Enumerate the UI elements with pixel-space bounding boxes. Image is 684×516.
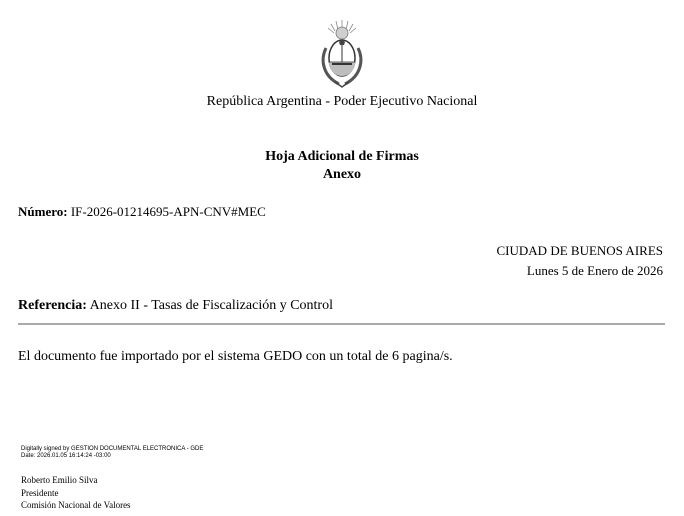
signer-name: Roberto Emilio Silva [21, 475, 98, 485]
document-subtitle: Anexo [322, 167, 362, 182]
digital-signature-date: Date: 2026.01.05 16:14:24 -03:00 [21, 453, 111, 459]
divider [18, 323, 665, 325]
referencia-value: Anexo II - Tasas de Fiscalización y Control [89, 298, 333, 313]
date: Lunes 5 de Enero de 2026 [526, 263, 663, 278]
signer-block [21, 474, 131, 512]
signer-organization: Comisión Nacional de Valores [21, 500, 131, 510]
title-block [0, 148, 684, 184]
place-date-block [497, 241, 663, 281]
digital-signature-line: Digitally signed by GESTION DOCUMENTAL ELECTRONICA - GDE [21, 446, 204, 452]
numero-label: Número: [18, 204, 68, 219]
signer-role: Presidente [21, 487, 59, 498]
body-text: El documento fue importado por el sistema GEDO con un total de 6 pagina/s. [18, 349, 453, 364]
referencia-field [18, 298, 333, 314]
place: CIUDAD DE BUENOS AIRES [496, 243, 663, 258]
numero-value: IF-2026-01214695-APN-CNV#MEC [70, 204, 266, 219]
digital-signature-stamp [21, 446, 203, 460]
numero-field [18, 204, 266, 220]
issuer-line: República Argentina - Poder Ejecutivo Nacional [206, 94, 478, 109]
referencia-label: Referencia: [18, 298, 87, 313]
document-title: Hoja Adicional de Firmas [265, 149, 419, 164]
coat-of-arms-icon [317, 18, 367, 90]
